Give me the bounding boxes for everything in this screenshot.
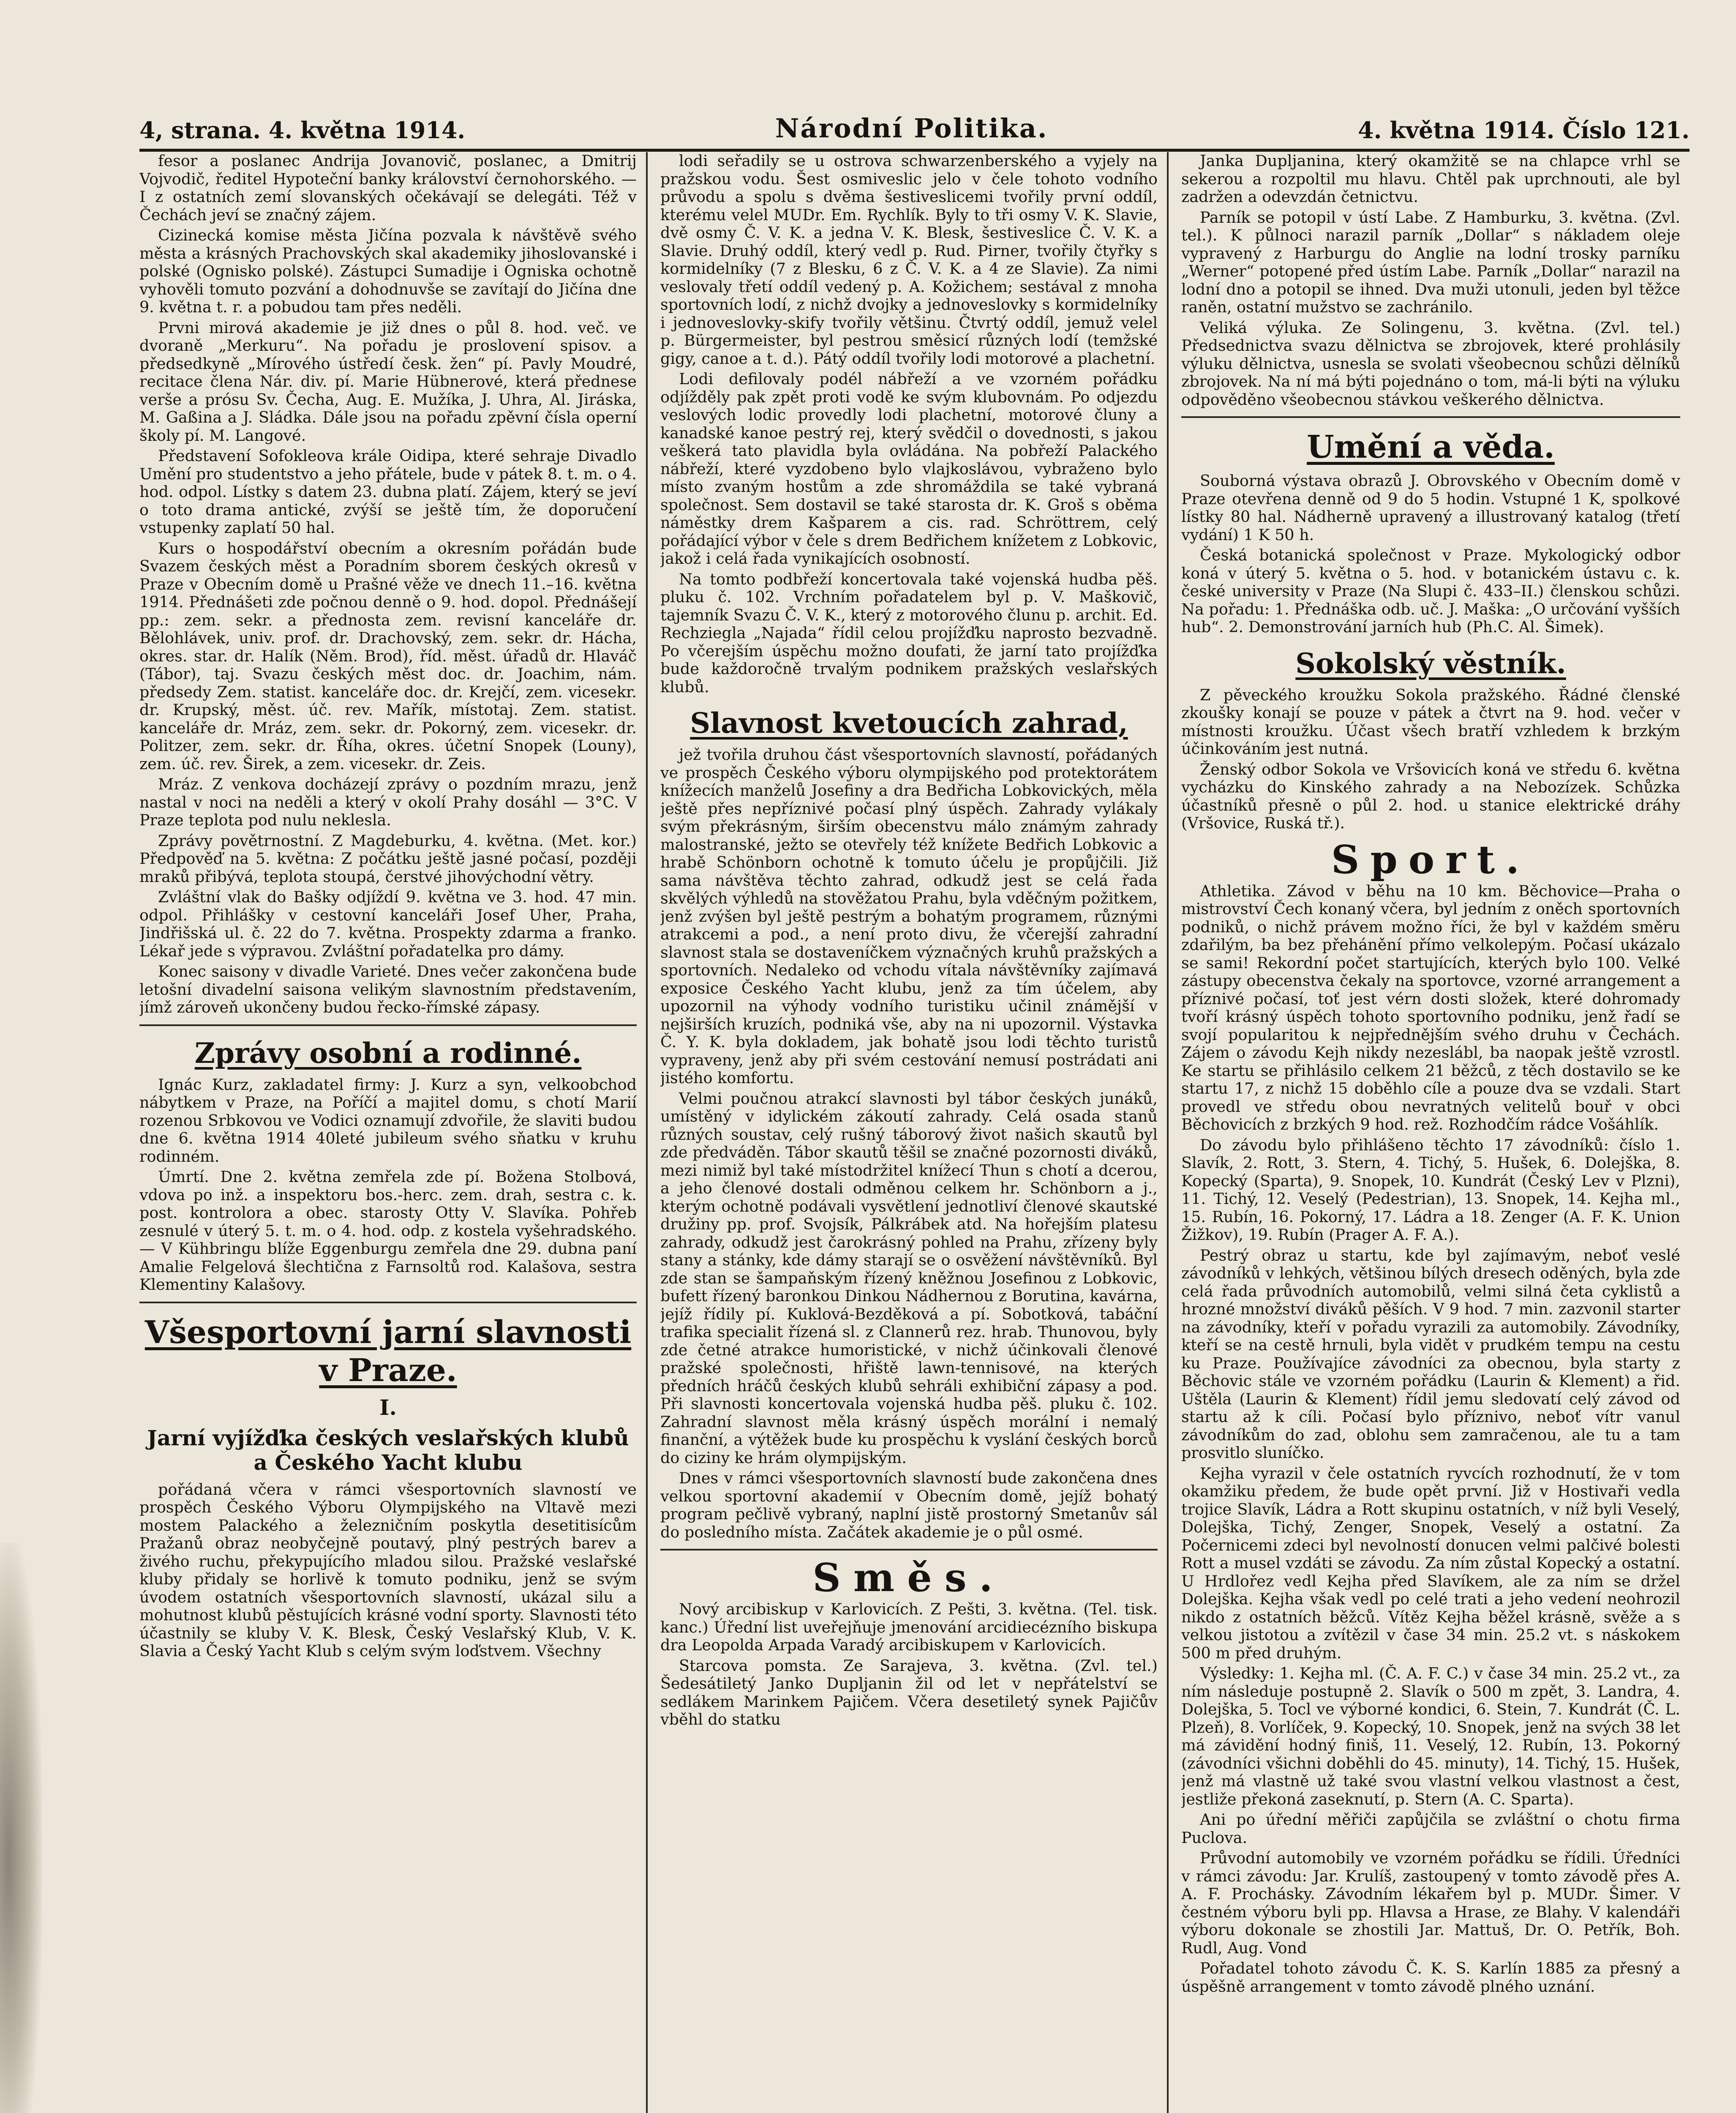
- section-heading-personal: Zprávy osobní a rodinné.: [194, 1036, 582, 1070]
- section-heading-sport: Sport.: [1331, 836, 1531, 882]
- masthead-title: Národní Politika.: [775, 113, 1048, 144]
- article-paragraph: lodi seřadily se u ostrova schwarzenberského a vyjely na pražskou vodu. Šest osmiveslic jelo v čele tohoto vodního průvodu a spolu s dvěma šestiveslicemi tvořily první oddíl, kterému velel MUDr. Em. Rychlík. Byly to tři osmy V. K. Slavie, dvě osmy Č. V. K. a jedna V. K. Blesk, šestiveslice Č. V. K. a Slavie. Druhý oddíl, který vedl p. Rud. Pirner, tvořily čtyřky s kormidelníky (7 z Blesku, 6 z Č. V. K. a 4 ze Slavie). Za nimi veslovaly třetí oddíl vedený p. A. Kožichem; sestával z mnoha sportovních lodí, z nichž dvojky a jednoveslovky s kormidelníky i jednoveslovky-skify tvořily většinu. Čtvrtý oddíl, jemuž velel p. Bürgermeister, byl pestrou směsicí různých lodí (temžské gigy, canoe a t. d.). Pátý oddíl tvořily lodi motorové a plachetní.: [660, 152, 1158, 368]
- column-2: [660, 152, 1169, 2113]
- article-paragraph: Cizinecká komise města Jičína pozvala k návštěvě svého města a krásných Prachovských skal akademiky jihoslovanské i polské (Ognisko polské). Zástupci Sumadije i Ogniska ochotně vyhověli tomuto pozvání a dohodnuvše se zavítají do Jičína dne 9. května t. r. a pobudou tam přes neděli.: [139, 226, 637, 316]
- section-heading-garden: Slavnost kvetoucích zahrad,: [690, 707, 1128, 740]
- article-paragraph: Výsledky: 1. Kejha ml. (Č. A. F. C.) v čase 34 min. 25.2 vt., za ním následuje postupně 2. Slavík o 500 m zpět, 3. Landra, 4. Dolejška, 5. Tocl ve výborné kondici, 6. Stein, 7. Kundrát (Č. L. Plzeň), 8. Vorlíček, 9. Kopecký, 10. Snopek, jenž na svých 38 let má závidění hodný finiš, 11. Veselý, 12. Rubín, 13. Pokorný (závodníci všichni doběhli do 45. minuty), 14. Tichý, 15. Hušek, jenž má vlastně už také svou vlastní velkou vlastnost a čest, jestliže překoná zaseknutí, p. Stern (A. C. Sparta).: [1181, 1664, 1680, 1808]
- article-paragraph: Starcova pomsta. Ze Sarajeva, 3. května. (Zvl. tel.) Šedesátiletý Janko Dupljanin žil od let v nepřátelství se sedlákem Marinkem Pajičem. Včera desetiletý synek Pajičův vběhl do statku: [660, 1656, 1158, 1728]
- article-paragraph: Ženský odbor Sokola ve Vršovicích koná ve středu 6. května vycházku do Kinského zahrady a na Nebozízek. Schůzka účastníků přesně o půl 2. hod. u stanice elektrické dráhy (Vršovice, Ruská tř.).: [1181, 760, 1680, 832]
- section-number: I.: [379, 1395, 397, 1420]
- article-paragraph: Lodi defilovaly podél nábřeží a ve vzorném pořádku odjížděly pak zpět proti vodě ke svým klubovnám. Po odjezdu veslových lodic provedly lodi plachetní, motorové čluny a kanadské kanoe pestrý rej, který svědčil o dovednosti, s jakou veškerá tato plavidla byla ovládána. Na pobřeží Palackého nábřeží, které vyzdobeno bylo vlajkoslávou, vybraženo bylo místo zvaným hostům a zde shromáždila se také vybraná společnost. Sem dostavil se také starosta dr. K. Groš s oběma náměstky drem Kašparem a cis. rad. Schröttrem, celý pořádající výbor v čele s drem Bedřichem knížetem z Lobkovic, jakož i celá řada vynikajících osobností.: [660, 370, 1158, 568]
- column-3: [1181, 152, 1690, 2113]
- article-paragraph: Představení Sofokleova krále Oidipa, které sehraje Divadlo Umění pro studentstvo a jeho přátele, bude v pátek 8. t. m. o 4. hod. odpol. Lístky s datem 23. dubna platí. Zájem, který se jeví o toto drama antické, zvýší se ještě tím, že doporučení vstupenky zaplatí 50 hal.: [139, 447, 637, 537]
- article-paragraph: Průvodní automobily ve vzorném pořádku se řídili. Úředníci v rámci závodu: Jar. Krulíš, zastoupený v tomto závodě přes A. A. F. Prochásky. Závodním lékařem byl p. MUDr. Šimer. V čestném výboru byli pp. Hlavsa a Hrase, ze Blahy. V kalendáři výboru dokonale se zhostili Jar. Mattuš, Dr. O. Petřík, Boh. Rudl, Aug. Vond: [1181, 1849, 1680, 1957]
- article-paragraph: Ani po úřední měřiči zapůjčila se zvláštní o chotu firma Puclova.: [1181, 1810, 1680, 1847]
- page-header: [139, 106, 1690, 152]
- article-paragraph: Z pěveckého kroužku Sokola pražského. Řádné členské zkoušky konají se pouze v pátek a čtvrt na 9. hod. večer v místnosti kroužku. Účast všech bratří vzhledem k brzkým účinkováním jest nutná.: [1181, 685, 1680, 758]
- article-paragraph: Athletika. Závod v běhu na 10 km. Běchovice—Praha o mistrovství Čech konaný včera, byl jedním z oněch sportovních podniků, o nichž právem možno říci, že byl v každém směru zdařilým, ba bez přehánění přímo velkolepým. Počasí ukázalo se sami! Rekordní počet startujících, kterých bylo 100. Velké zástupy obecenstva čekaly na sportovce, vzorné arrangement a příznivé počasí, toť jest vérn dosti složek, které dohromady tvoří krásný úspěch tohoto sportovního podniku, jenž řadí se svojí popularitou k nejpřednějším svého druhu v Čechách. Zájem o závodu Kejh nikdy nezeslábl, ba naopak ještě vzrostl. Ke startu se přihlásilo celkem 21 běžců, z těch dostavilo se ke startu 17, z nichž 15 doběhlo cíle a pouze dva se vzdali. Start provedl ve středu obou nevratných velitelů bouř v obci Běchovicích z brzkých 9 hod. rež. Rozhodčím rádce Vošáhlík.: [1181, 882, 1680, 1133]
- divider: [139, 1024, 637, 1026]
- section-heading-spring-games: Všesportovní jarní slavnosti v Praze.: [144, 1314, 632, 1389]
- article-paragraph: pořádaná včera v rámci všesportovních slavností ve prospěch Českého Výboru Olympijského na Vltavě mezi mostem Palackého a železničním poskytla desetitisícům Pražanů obraz neobyčejně poutavý, plný pestrých barev a živého ruchu, překypujícího mladou silou. Pražské veslařské kluby přidaly se horlivě k tomuto podniku, jenž se svým úvodem ostatních všesportovních slavností, ukázal silu a mohutnost klubů pěstujících krásné vodní sporty. Slavnosti této účastnily se kluby V. K. Blesk, Český Veslařský Klub, V. K. Slavia a Český Yacht Klub s celým svým loďstvem. Všechny: [139, 1480, 637, 1660]
- article-paragraph: Do závodu bylo přihlášeno těchto 17 závodníků: číslo 1. Slavík, 2. Rott, 3. Stern, 4. Tichý, 5. Hušek, 6. Dolejška, 8. Kopecký (Sparta), 9. Snopek, 10. Kundrát (Český Lev v Plzni), 11. Tichý, 12. Veselý (Pedestrian), 13. Snopek, 14. Kejha ml., 15. Rubín, 16. Pokorný, 17. Ládra a 18. Zenger (A. F. K. Union Žižkov), 19. Rubín (Prager A. F. A.).: [1181, 1136, 1680, 1244]
- article-paragraph: Janka Dupljanina, který okamžitě se na chlapce vrhl se sekerou a rozpoltil mu hlavu. Chtěl pak uprchnouti, ale byl zadržen a odevzdán četnictvu.: [1181, 152, 1680, 206]
- article-paragraph: Dnes v rámci všesportovních slavností bude zakončena dnes velkou sportovní akademií v Obecním domě, jejíž bohatý program pečlivě vybraný, naplní jistě prostorný Smetanův sál do posledního místa. Začátek akademie je o půl osmé.: [660, 1469, 1158, 1541]
- article-paragraph: Parník se potopil v ústí Labe. Z Hamburku, 3. května. (Zvl. tel.). K půlnoci narazil parník „Dollar“ s nákladem oleje vypravený z Harburgu do Anglie na lodní trosky parníku „Werner“ potopené před ústím Labe. Parník „Dollar“ narazil na lodní dno a potopil se ihned. Dva muži utonuli, jeden byl těžce raněn, ostatní mužstvo se zachránilo.: [1181, 208, 1680, 316]
- divider: [139, 1302, 637, 1303]
- article-paragraph: Mráz. Z venkova docházejí zprávy o pozdním mrazu, jenž nastal v noci na neděli a který v okolí Prahy dosáhl — 3°C. V Praze teplota pod nulu neklesla.: [139, 775, 637, 829]
- article-paragraph: Česká botanická společnost v Praze. Mykologický odbor koná v úterý 5. května o 5. hod. v botanickém ústavu c. k. české university v Praze (Na Slupi č. 433–II.) členskou schůzi. Na pořadu: 1. Přednáška odb. uč. J. Maška: „O určování vyšších hub“. 2. Demonstrování jarních hub (Ph.C. Al. Šimek).: [1181, 546, 1680, 636]
- article-paragraph: Kurs o hospodářství obecním a okresním pořádán bude Svazem českých měst a Poradním sborem českých okresů v Praze v Obecním domě u Prašné věže ve dnech 11.–16. května 1914. Přednášeti zde počnou denně o 9. hod. dopol. Přednášejí pp.: zem. sekr. a přednosta zem. revisní kanceláře dr. Bělohlávek, univ. prof. dr. Drachovský, zem. sekr. dr. Hácha, okres. star. dr. Halík (Něm. Brod), říd. měst. úřadů dr. Hlaváč (Tábor), taj. Svazu českých měst doc. dr. Joachim, nám. předsedy Zem. statist. kanceláře doc. dr. Krejčí, zem. vicesekr. dr. Krupský, měst. úč. rev. Mařík, místotaj. Zem. statist. kanceláře dr. Mráz, zem. sekr. dr. Pokorný, zem. vicesekr. dr. Politzer, zem. sekr. dr. Říha, okres. účetní Snopek (Louny), zem. úč. rev. Širek, a zem. vicesekr. dr. Zeis.: [139, 539, 637, 773]
- header-right: 4. května 1914. Číslo 121.: [1358, 117, 1690, 144]
- divider: [1181, 416, 1680, 418]
- section-heading-art: Umění a věda.: [1307, 429, 1555, 465]
- article-paragraph: fesor a poslanec Andrija Jovanovič, poslanec, a Dmitrij Vojvodič, ředitel Hypoteční banky království černohorského. — I z ostatních zemí slovanských očekávají se delegáti. Též v Čechách jeví se značný zájem.: [139, 152, 637, 224]
- article-paragraph: Úmrtí. Dne 2. května zemřela zde pí. Božena Stolbová, vdova po inž. a inspektoru bos.-herc. zem. drah, sestra c. k. post. kontrolora a obec. starosty Otty V. Slavíka. Pohřeb zesnulé v úterý 5. t. m. o 4. hod. odp. z kostela vyšehradského. — V Kühbringu blíže Eggenburgu zemřela dne 29. dubna paní Amalie Felgelová šlechtična z Farnsoltů rod. Kalašova, sestra Klementiny Kalašovy.: [139, 1168, 637, 1294]
- article-subtitle: Jarní vyjížďka českých veslařských klubů a Českého Yacht klubu: [147, 1425, 629, 1475]
- article-paragraph: Pestrý obraz u startu, kde byl zajímavým, neboť veslé závodníků v lehkých, většinou bílých dresech oděných, byla zde celá řada průvodních automobilů, velmi silná četa cyklistů a hrozné množství diváků pěších. V 9 hod. 7 min. zazvonil starter na závodníky, kteří v pořadu vyrazili za automobily. Závodníky, kteří se na cestě hrnuli, byla vidět v prudkém tempu na cestu ku Praze. Používajíce závodníci za obecnou, byla starty z Běchovic stále ve vzorném pořádku (Laurin & Klement) a řid. Uštěla (Laurin & Klement) řídil jemu sledovatí celý závod od startu až k cíli. Počasí bylo příznivo, neboť vítr vanul závodníkům do zad, oblohu sem zamračenou, ale tu a tam prosvitlo sluníčko.: [1181, 1246, 1680, 1462]
- article-paragraph: Prvni mirová akademie je již dnes o půl 8. hod. več. ve dvoraně „Merkuru“. Na pořadu je proslovení spisov. a předsedkyně „Mírového ústředí česk. žen“ pí. Pavly Moudré, recitace člena Nár. div. pí. Marie Hübnerové, která přednese verše a prósu Sv. Čecha, Aug. E. Mužíka, J. Uhra, Al. Jiráska, M. Gaßina a J. Sládka. Dále jsou na pořadu zpěvní čísla operní školy pí. M. Langové.: [139, 318, 637, 445]
- divider: [660, 1549, 1158, 1551]
- section-heading-smes: Směs.: [812, 1555, 1006, 1600]
- article-paragraph: Zprávy povětrnostní. Z Magdeburku, 4. května. (Met. kor.) Předpověď na 5. května: Z počátku ještě jasné počasí, později mraků přibývá, teplota stoupá, čerstvé jihovýchodní větry.: [139, 831, 637, 886]
- torn-edge: [0, 1542, 42, 2113]
- article-paragraph: Ignác Kurz, zakladatel firmy: J. Kurz a syn, velkoobchod nábytkem v Praze, na Poříčí a majitel domu, s chotí Marií rozenou Srbkovou ve Vodici oznamují zdvořile, že slaviti budou dne 6. května 1914 40leté jubileum svého sňatku v kruhu rodinném.: [139, 1075, 637, 1166]
- article-paragraph: Nový arcibiskup v Karlovicích. Z Pešti, 3. května. (Tel. tisk. kanc.) Úřední list uveřejňuje jmenování arcidiecézního biskupa dra Leopolda Arpada Varadý arcibiskupem v Karlovicích.: [660, 1600, 1158, 1654]
- article-paragraph: jež tvořila druhou část všesportovních slavností, pořádaných ve prospěch Českého výboru olympijského pod protektorátem knížecích manželů Josefiny a dra Bedřicha Lobkovických, měla ještě přes nepříznivé počasí plný úspěch. Zahrady vylákaly svým překrásným, širším obecenstvu málo známým zahrady malostranské, ježto se otevřely též knížete Bedřich Lobkovic a hrabě Schönborn ochotně k tomuto účelu je propůjčili. Již sama návštěva těchto zahrad, odkudž jest se celá řada skvělých výhledů na stověžatou Prahu, byla vděčným požitkem, jenž zvýšen byl ještě pestrým a bohatým programem, různými atrakcemi a pod., a není proto divu, že včerejší zahradní slavnost stala se dostaveníčkem význačných kruhů pražských a sportovních. Nedaleko od vchodu vítala návštěvníky zajímavá exposice Českého Yacht klubu, jenž za tím účelem, aby upozornil na výhody vodního turistiku učinil známější v nejširších kruzích, podniká vše, aby na ni upozornil. Výstavka Č. Y. K. byla dokladem, jak bohatě jsou lodi těchto turistů vypraveny, jenž aby při svém cestování nemusí postrádati ani jistého komfortu.: [660, 745, 1158, 1087]
- article-paragraph: Zvláštní vlak do Bašky odjíždí 9. května ve 3. hod. 47 min. odpol. Přihlášky v cestovní kanceláři Josef Uher, Praha, Jindřišská ul. č. 22 do 7. května. Prospekty zdarma a franko. Lékař jede s výpravou. Zvláštní pořadatelka pro dámy.: [139, 888, 637, 960]
- article-paragraph: Souborná výstava obrazů J. Obrovského v Obecním domě v Praze otevřena denně od 9 do 5 hodin. Vstupné 1 K, spolkové lístky 80 hal. Nádherně upravený a illustrovaný katalog (třetí vydání) 1 K 50 h.: [1181, 472, 1680, 544]
- header-left: 4, strana. 4. května 1914.: [139, 117, 466, 144]
- article-paragraph: Pořadatel tohoto závodu Č. K. S. Karlín 1885 za přesný a úspěšně arrangement v tomto závodě plného uznání.: [1181, 1959, 1680, 1996]
- article-paragraph: Veliká výluka. Ze Solingenu, 3. května. (Zvl. tel.) Předsednictva svazu dělnictva se zbrojovek, které prohlásily výluku dělnictva, usnesla se svolati všeobecnou schůzi dělníků zbrojovek. Na ní má býti pojednáno o tom, má-li býti na výluku odpověděno všeobecnou stávkou veškerého dělnictva.: [1181, 318, 1680, 409]
- columns: [139, 152, 1690, 2113]
- article-paragraph: Velmi poučnou atrakcí slavnosti byl tábor českých junáků, umístěný v idylickém zákoutí zahrady. Celá osada stanů různých soustav, celý rušný táborový život našich skautů byl zde předváděn. Tábor skautů těšil se značné pozornosti diváků, mezi nimiž byl také místodržitel knížecí Thun s chotí a dcerou, a jeho členové dostali odměnou celkem hr. Schönborn a j., kterým ochotně podávali vysvětlení jednotliví členové skautské družiny pp. prof. Svojsík, Pálkrábek atd. Na hořejším platesu zahrady, odkudž jest čarokrásný pohled na Prahu, zřízeny byly stany a stánky, kde dámy starají se o osvěžení návštěvníků. Byl zde stan se šampaňským řízený kněžnou Josefinou z Lobkovic, bufett řízený baronkou Dinkou Nádhernou z Borutina, kavárna, jejíž řídily pí. Kuklová-Bezděková a pí. Sobotková, tabáční trafika specialit řízená sl. z Clannerů rez. hrab. Thunovou, byly zde četné atrakce humoristické, v nichž účinkovali členové pražské společnosti, hřiště lawn-tennisové, na kterých předních hráčů českých klubů sehráli exhibiční zápasy a pod. Při slavnosti koncertovala vojenská hudba pěš. pluku č. 102. Zahradní slavnost měla krásný úspěch morální i nemalý finanční, a výtěžek bude ku prospěchu k vyslání českých borců do ciziny ke hrám olympijským.: [660, 1089, 1158, 1467]
- article-paragraph: Konec saisony v divadle Varieté. Dnes večer zakončena bude letošní divadelní saisona velikým slavnostním představením, jímž zároveň ukončeny budou řecko-římské zápasy.: [139, 962, 637, 1016]
- column-1: [139, 152, 648, 2113]
- section-heading-sokol: Sokolský věstník.: [1295, 647, 1566, 680]
- article-paragraph: Kejha vyrazil v čele ostatních ryvcích rozhodnutí, že v tom okamžiku předem, že bude opět první. Již v Hostivaři vedla trojice Slavík, Ládra a Rott skupinu ostatních, v níž byli Veselý, Dolejška, Tichý, Zenger, Snopek, Veselý a ostatní. Za Počernicemi zdeci byl nevolností donucen velmi palčivé bolesti Rott a musel vzdáti se závodu. Za ním zůstal Kopecký a ostatní. U Hrdlořez vedl Kejha před Slavíkem, ale za ním se držel Dolejška. Kejha však vedl po celé trati a jeho vedení neohrozil nikdo z ostatních běžců. Vítěz Kejha běžel krásně, svěže a s velkou jistotou a zvítězil v čase 34 min. 25.2 vt. s náskokem 500 m před druhým.: [1181, 1464, 1680, 1662]
- article-paragraph: Na tomto podbřeží koncertovala také vojenská hudba pěš. pluku č. 102. Vrchním pořadatelem byl p. V. Maškovič, tajemník Svazu Č. V. K., který z motorového člunu p. archit. Ed. Rechziegla „Najada“ řídil celou projížďku naprosto bezvadně. Po včerejším úspěchu možno doufati, že jarní tato projížďka bude každoročně trvalým podnikem pražských veslařských klubů.: [660, 570, 1158, 696]
